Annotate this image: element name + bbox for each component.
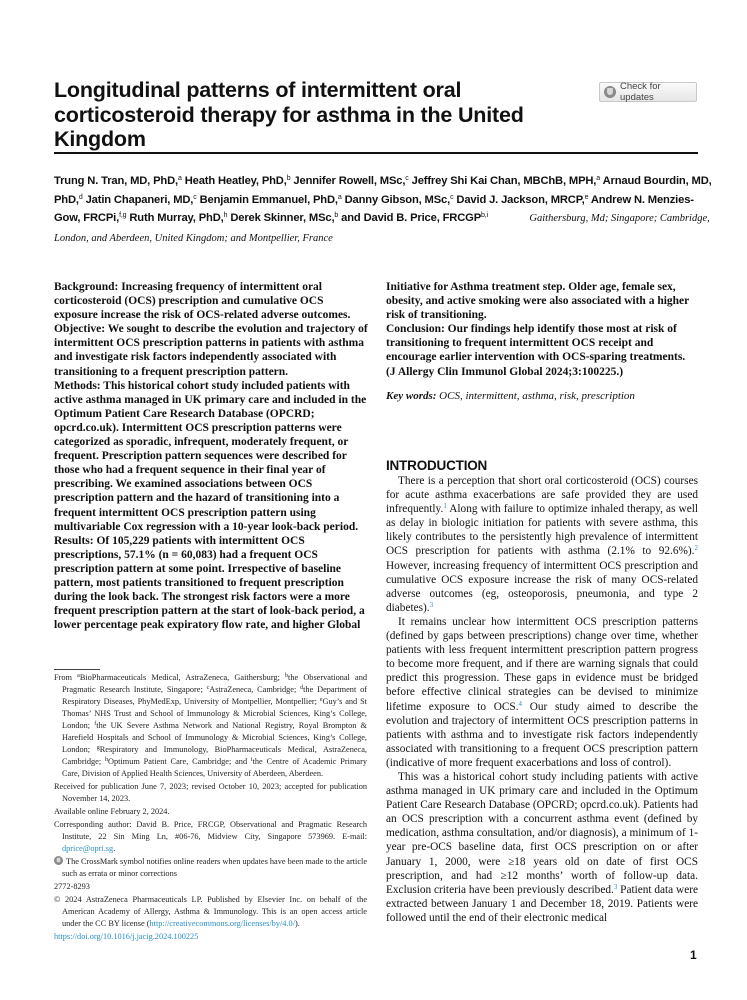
copyright-suffix: ). <box>294 919 300 928</box>
introduction-paragraph: This was a historical cohort study including patients with active asthma managed in UK primary care and included in the Optimum Patient Care Research Database (OPCRD; opcrd.co.uk). Patients had an OCS prescription with a concurrent asthma event (defined by medication, asthma consultation, and/or diagnosis), a minimum of 1-year pre-OCS baseline data, first OCS prescription on or after January 1, 2000, were ≥18 years old on date of first OCS prescription, and had ≥12 months’ worth of follow-up data. Exclusion criteria have been previously described.$^3$ Patient data were extracted between January 1 and December 18, 2019. Patients were followed until the end of their electronic medical <box>386 770 698 924</box>
author-locations: Gaithersburg, Md; Singapore; Cambridge, London, and Aberdeen, United Kingdom; and Montpellier, France <box>54 213 710 245</box>
reference-link[interactable]: 4 <box>518 699 523 708</box>
author-name: and <box>341 212 361 225</box>
abstract-results: Results: Of 105,229 patients with intermittent OCS prescriptions, 57.1% (n = 60,083) had a frequent OCS prescription pattern at some point. Irrespective of baseline pattern, most patients transitioned to frequent prescription during the look back. The strongest risk factors were a more frequent prescription pattern at the start of look-back period, a lower percentage peak expiratory flow rate, and higher Global <box>54 534 365 632</box>
crossmark-note <box>54 856 367 880</box>
reference-link[interactable]: 3 <box>429 600 434 609</box>
email-suffix: . <box>113 844 116 853</box>
article-title: Longitudinal patterns of intermittent oral corticosteroid therapy for asthma in the United Kingdom <box>54 78 524 151</box>
author-name: Benjamin Emmanuel, PhD, <box>199 193 338 206</box>
crossmark-note-text: The CrossMark symbol notifies online readers when updates have been made to the article such as errata or minor corrections <box>62 857 367 878</box>
footnotes <box>54 672 367 944</box>
reference-link[interactable]: 1 <box>443 502 447 511</box>
author-name: Arnaud Bourdin, MD, PhD, <box>54 175 712 206</box>
keywords-text: OCS, intermittent, asthma, risk, prescription <box>439 389 635 402</box>
abstract-column-2 <box>386 280 698 403</box>
introduction-paragraph: It remains unclear how intermittent OCS prescription patterns (defined by gaps between prescriptions) change over time, whether patients with less frequent intermittent prescription pattern progress to become more frequent, and if there are warning signals that could predict this progression. These gaps in evidence must be bridged before effective clinical strategies can be devised to minimize lifetime exposure to OCS.$^4$ Our study aimed to describe the evolution and trajectory of intermittent OCS prescription patterns in patients with asthma and to investigate risk factors independently associated with transitioning to a frequent OCS prescription pattern (indicative of more frequent exacerbations and loss of control). <box>386 615 698 769</box>
affiliation-marker: d <box>78 193 83 201</box>
keywords <box>386 389 698 403</box>
affiliation-marker: f <box>94 721 97 727</box>
affiliation-marker: c <box>193 193 197 201</box>
page-number: 1 <box>690 948 697 962</box>
abstract-methods: Methods: This historical cohort study included patients with active asthma managed in UK primary care and included in the Optimum Patient Care Research Database (OPCRD; opcrd.co.uk). Intermittent OCS prescription patterns were categorized as sporadic, infrequent, moderately frequent, or frequent. Prescription pattern sequences were described for those who had a frequent sequence in their final year of prescribing. We examined associations between OCS prescription pattern and the hazard of transitioning into a frequent intermittent OCS prescription pattern using multivariable Cox regression with a 10-year look-back period. <box>54 379 367 533</box>
abstract-background: Background: Increasing frequency of intermittent oral corticosteroid (OCS) prescription and cumulative OCS exposure increase the risk of OCS-related adverse outcomes. <box>54 281 351 322</box>
abstract-results-continued: Initiative for Asthma treatment step. Older age, female sex, obesity, and active smoking were also associated with a higher risk of transitioning. <box>386 281 690 322</box>
affiliation-marker: f,g <box>119 212 127 220</box>
license-link[interactable]: http://creativecommons.org/licenses/by/4.0/ <box>149 919 295 928</box>
introduction-heading: INTRODUCTION <box>386 458 488 473</box>
crossmark-icon <box>604 86 616 98</box>
doi-note <box>54 931 367 943</box>
author-name: Jatin Chapaneri, MD, <box>85 193 194 206</box>
affiliation-marker: b,i <box>481 212 488 220</box>
author-name: David J. Jackson, MRCP, <box>456 193 585 206</box>
title-divider <box>54 152 698 154</box>
affiliation-marker: a <box>177 175 182 182</box>
corresponding-author-text: Corresponding author: David B. Price, FRCGP, Observational and Pragmatic Research Institute, 22 Sin Ming Ln, #06-76, Midview City, Singapore 573969. E-mail: <box>54 820 367 841</box>
abstract-conclusion: Conclusion: Our findings help identify those most at risk of transitioning to frequent intermittent OCS receipt and encourage earlier intervention with OCS-sparing treatments. <box>386 323 686 364</box>
reference-link[interactable]: 3 <box>613 882 618 891</box>
author-name: Heath Heatley, PhD, <box>184 175 287 187</box>
author-name: Derek Skinner, MSc, <box>230 212 335 225</box>
copyright-text: © 2024 AstraZeneca Pharmaceuticals LP. Published by Elsevier Inc. on behalf of the American Academy of Allergy, Asthma & Immunology. This is an open access article under the CC BY license ( <box>54 895 367 928</box>
reference-link[interactable]: 2 <box>694 544 698 553</box>
issn: 2772-8293 <box>54 882 90 891</box>
author-name: Ruth Murray, PhD, <box>129 212 224 225</box>
author-name: Jennifer Rowell, MSc, <box>293 175 406 187</box>
affiliation-marker: h <box>223 212 228 220</box>
keywords-label: Key words: <box>386 389 437 402</box>
affiliation-marker: e <box>584 193 589 201</box>
author-name: David B. Price, FRCGP <box>363 212 482 225</box>
affiliation-marker: b <box>334 212 339 220</box>
check-for-updates-button[interactable] <box>599 82 697 102</box>
affiliation-marker: c <box>405 175 409 182</box>
check-for-updates-label: Check for updates <box>620 81 661 103</box>
affiliations-note: From $^a$BioPharmaceuticals Medical, AstraZeneca, Gaithersburg; $^b$the Observational and Pragmatic Research Institute, Singapore; $^c$AstraZeneca, Cambridge; $^d$the Department of Respiratory Diseases, PhyMedExp, University of Montpellier, Montpellier; $^e$Guy’s and St Thomas’ NHS Trust and School of Immunology & Microbial Sciences, King’s College, London; $^f$the UK Severe Asthma Network and National Registry, Royal Brompton & Harefield Hospitals and School of Immunology & Microbial Sciences, King’s College, London; $^g$Respiratory and Immunology, BioPharmaceuticals Medical, AstraZeneca, Cambridge; $^h$Optimum Patient Care, Cambridge; and $^i$the Centre of Academic Primary Care, Division of Applied Health Sciences, University of Aberdeen, Aberdeen. <box>54 673 368 778</box>
abstract-column-1 <box>54 280 368 632</box>
author-email-link[interactable]: dprice@opri.sg <box>62 844 114 853</box>
author-name: Jeffrey Shi Kai Chan, MBChB, MPH, <box>411 175 597 187</box>
affiliation-marker: a <box>596 175 601 182</box>
author-name: Danny Gibson, MSc, <box>344 193 451 206</box>
author-name: Trung N. Tran, MD, PhD, <box>54 175 178 187</box>
author-list <box>54 172 714 249</box>
copyright-note <box>54 894 367 930</box>
available-note: Available online February 2, 2024. <box>54 807 170 816</box>
abstract-citation: (J Allergy Clin Immunol Global 2024;3:100225.) <box>386 365 624 378</box>
affiliation-marker: c <box>450 193 454 201</box>
corresponding-author-note <box>54 819 367 855</box>
introduction-paragraph: There is a perception that short oral corticosteroid (OCS) courses for acute asthma exacerbations are safe provided they are used infrequently.$^1$ Along with failure to optimize inhaled therapy, as well as delay in biologic initiation for patients with severe asthma, this likely contributes to the persistently high prevalence of intermittent OCS prescription for patients with asthma (2.1% to 92.6%).$^2$ However, increasing frequency of intermittent OCS prescription and cumulative OCS exposure increase the risk of many OCS-related adverse outcomes (eg, osteoporosis, pneumonia, and type 2 diabetes).$^3$ <box>386 475 698 614</box>
affiliation-marker: a <box>77 673 80 679</box>
doi-link[interactable]: https://doi.org/10.1016/j.jacig.2024.100225 <box>54 932 199 941</box>
introduction-body <box>386 474 698 925</box>
affiliation-marker: d <box>300 685 304 691</box>
affiliation-marker: e <box>319 697 323 703</box>
affiliation-marker: b <box>286 175 291 182</box>
affiliation-marker: b <box>285 673 289 679</box>
abstract-objective: Objective: We sought to describe the evolution and trajectory of intermittent OCS prescription patterns in patients with asthma and investigate risk factors independently associated with transitioning to a frequent prescription pattern. <box>54 323 368 378</box>
affiliation-marker: g <box>96 745 100 751</box>
affiliation-marker: c <box>206 685 210 691</box>
affiliation-marker: i <box>250 757 253 763</box>
footnote-divider <box>54 669 100 670</box>
crossmark-icon <box>54 856 63 865</box>
affiliation-marker: h <box>105 757 109 763</box>
affiliation-marker: a <box>337 193 342 201</box>
received-note: Received for publication June 7, 2023; revised October 10, 2023; accepted for publication November 14, 2023. <box>54 782 367 803</box>
author-name: Andrew N. Menzies-Gow, FRCPi, <box>54 193 694 225</box>
